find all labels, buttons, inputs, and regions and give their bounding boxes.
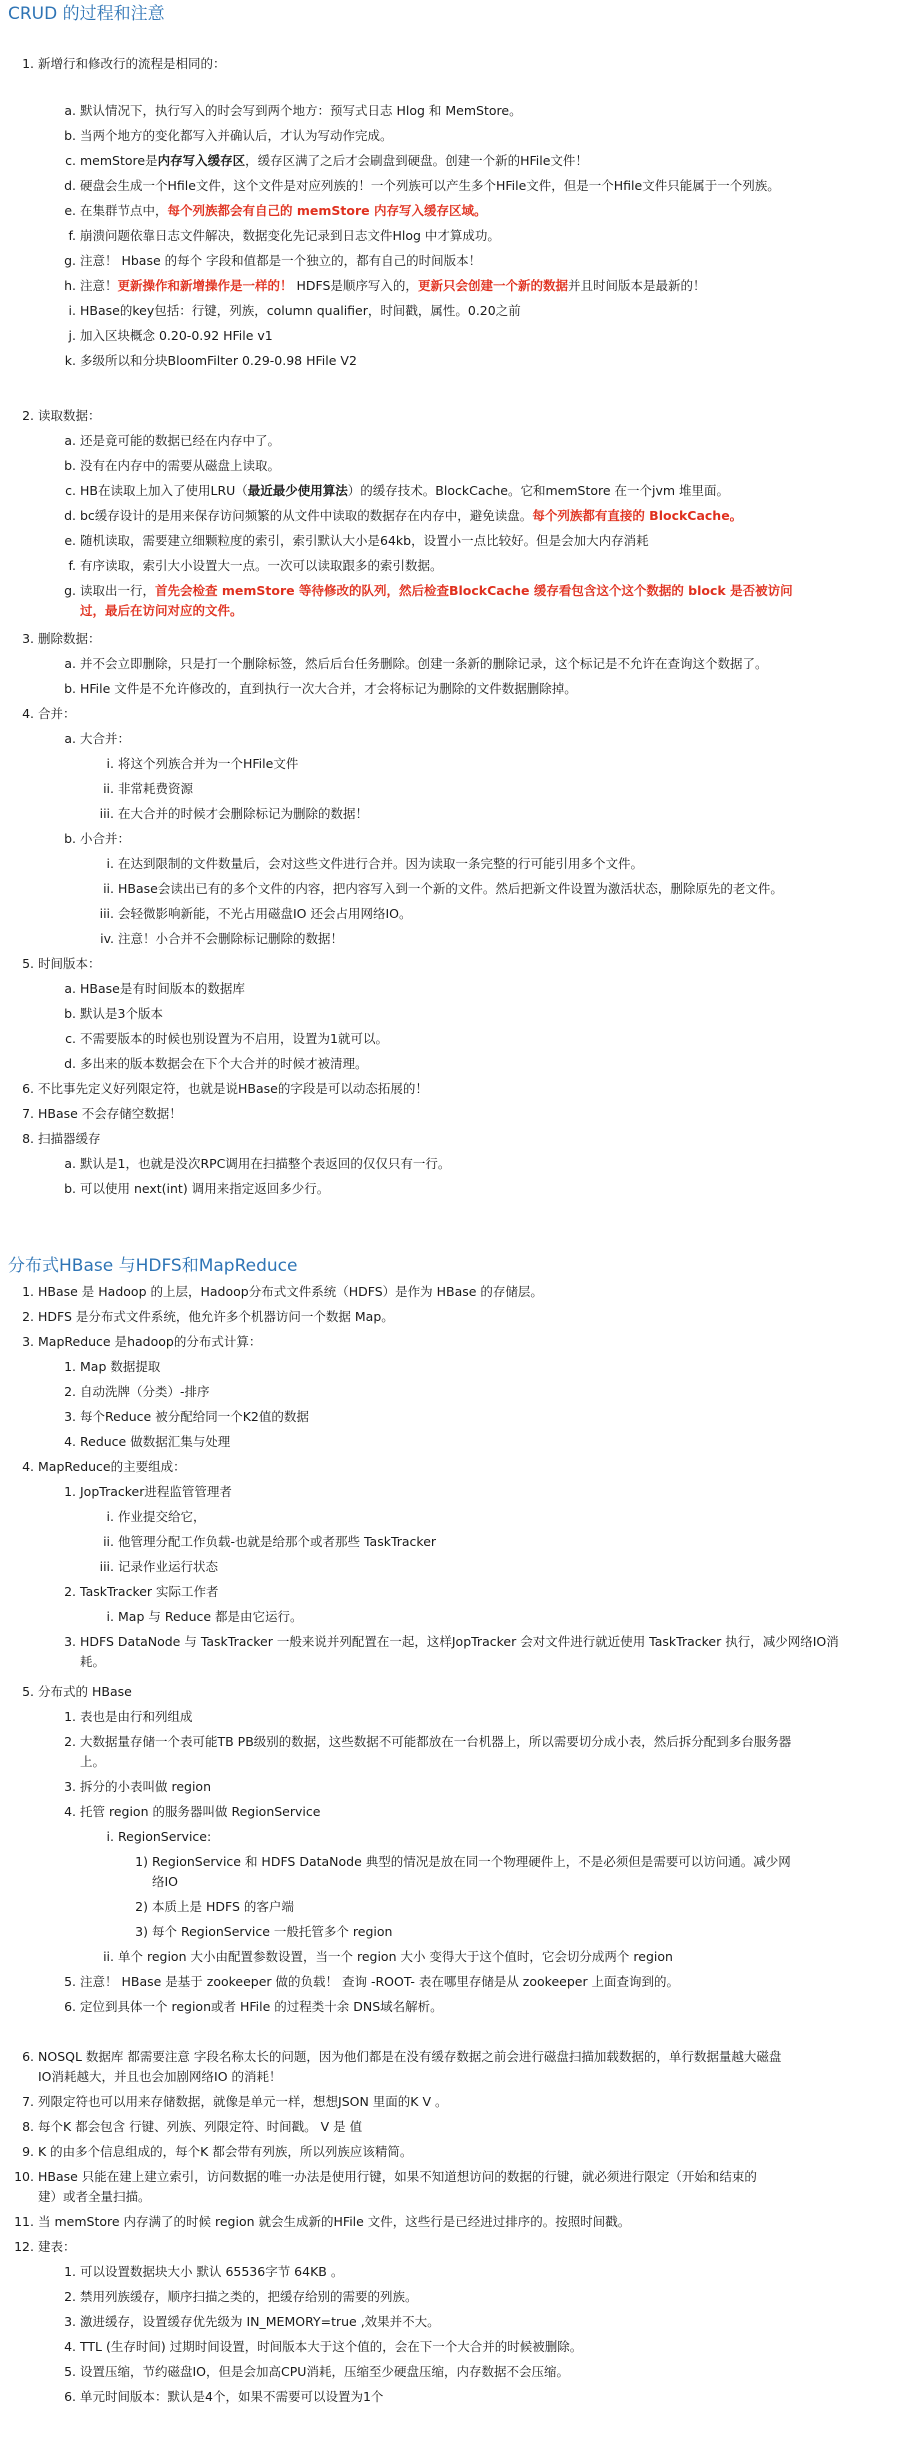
list-item: i. 将这个列族合并为一个HFile文件	[106, 756, 299, 771]
list-item: a. 还是竟可能的数据已经在内存中了。	[64, 433, 281, 448]
list-item: 3. 每个Reduce 被分配给同一个K2值的数据	[64, 1409, 309, 1424]
list-item-continued: 建）或者全量扫描。	[38, 2189, 151, 2204]
list-item: i. Map 与 Reduce 都是由它运行。	[106, 1609, 303, 1624]
list-item: 5. 设置压缩，节约磁盘IO，但是会加高CPU消耗，压缩至少硬盘压缩，内存数据不会压缩。	[64, 2364, 569, 2379]
list-item: 6. 定位到具体一个 region或者 HFile 的过程类十余 DNS域名解析。	[64, 1999, 443, 2014]
list-item: 4. 合并：	[22, 706, 76, 721]
list-item: f. 崩溃问题依靠日志文件解决，数据变化先记录到日志文件Hlog 中才算成功。	[68, 228, 500, 243]
list-item: 3. HDFS DataNode 与 TaskTracker 一般来说并列配置在一起，这样JopTracker 会对文件进行就近使用 TaskTracker 执行，减少网络IO消	[64, 1634, 839, 1649]
list-item: 2. HDFS 是分布式文件系统，他允许多个机器访问一个数据 Map。	[22, 1309, 394, 1324]
list-item: 1. 表也是由行和列组成	[64, 1709, 193, 1724]
list-item: 3) 每个 RegionService 一般托管多个 region	[135, 1924, 393, 1939]
list-item: ii. HBase会读出已有的多个文件的内容，把内容写入到一个新的文件。然后把新文件设置为激活状态，删除原先的老文件。	[103, 881, 783, 896]
list-item: iii. 记录作业运行状态	[99, 1559, 219, 1574]
list-item: k. 多级所以和分块BloomFilter 0.29-0.98 HFile V2	[64, 353, 357, 368]
list-item: 2) 本质上是 HDFS 的客户端	[135, 1899, 294, 1914]
list-item: 10. HBase 只能在建上建立索引，访问数据的唯一办法是使用行键，如果不知道想访问的数据的行键，就必须进行限定（开始和结束的	[14, 2169, 757, 2184]
list-item: d. bc缓存设计的是用来保存访问频繁的从文件中读取的数据存在内存中，避免读盘。每个列族都有直接的 BlockCache。	[64, 508, 743, 523]
list-item: 1. HBase 是 Hadoop 的上层，Hadoop分布式文件系统（HDFS）是作为 HBase 的存储层。	[22, 1284, 543, 1299]
list-item: a. 并不会立即删除，只是打一个删除标签，然后后台任务删除。创建一条新的删除记录，这个标记是不允许在查询这个数据了。	[64, 656, 768, 671]
list-item: c. HB在读取上加入了使用LRU（最近最少使用算法）的缓存技术。BlockCache。它和memStore 在一个jvm 堆里面。	[65, 483, 730, 498]
list-item: 2. TaskTracker 实际工作者	[64, 1584, 219, 1599]
list-item-continued: 耗。	[80, 1654, 106, 1669]
list-item: f. 有序读取，索引大小设置大一点。一次可以读取跟多的索引数据。	[68, 558, 443, 573]
list-item: 12. 建表：	[14, 2239, 76, 2254]
list-item: 6. 不比事先定义好列限定符，也就是说HBase的字段是可以动态拓展的！	[22, 1081, 428, 1096]
list-item: 1. JopTracker进程监管管理者	[64, 1484, 232, 1499]
list-item: iv. 注意！小合并不会删除标记删除的数据！	[100, 931, 344, 946]
list-item: 6. 单元时间版本：默认是4个，如果不需要可以设置为1个	[64, 2389, 384, 2404]
list-item: i. 在达到限制的文件数量后，会对这些文件进行合并。因为读取一条完整的行可能引用多个文件。	[106, 856, 644, 871]
list-item: 1. Map 数据提取	[64, 1359, 161, 1374]
list-item: 1. 可以设置数据块大小 默认 65536字节 64KB 。	[64, 2264, 344, 2279]
list-item: e. 在集群节点中，每个列族都会有自己的 memStore 内存写入缓存区域。	[64, 203, 487, 218]
list-item: g. 读取出一行，首先会检查 memStore 等待修改的队列，然后检查BlockCache 缓存看包含这个这个数据的 block 是否被访问	[64, 583, 793, 598]
list-item: 2. 自动洗牌（分类）-排序	[64, 1384, 210, 1399]
list-item: ii. 单个 region 大小由配置参数设置，当一个 region 大小 变得大于这个值时，它会切分成两个 region	[103, 1949, 673, 1964]
list-item-continued: IO消耗越大，并且也会加剧网络IO 的消耗！	[38, 2069, 282, 2084]
list-item: a. 默认情况下，执行写入的时会写到两个地方：预写式日志 Hlog 和 MemStore。	[64, 103, 522, 118]
list-item: 3. 删除数据：	[22, 631, 101, 646]
list-item: 4. MapReduce的主要组成：	[22, 1459, 186, 1474]
list-item: a. HBase是有时间版本的数据库	[64, 981, 245, 996]
list-item: i. RegionService:	[106, 1829, 212, 1844]
list-item: j. 加入区块概念 0.20-0.92 HFile v1	[68, 328, 273, 343]
list-item: ii. 他管理分配工作负载-也就是给那个或者那些 TaskTracker	[103, 1534, 437, 1549]
list-item-continued: 上。	[80, 1754, 106, 1769]
list-item: 8. 每个K 都会包含 行键、列族、列限定符、时间戳。 V 是 值	[22, 2119, 363, 2134]
list-item: 3. 拆分的小表叫做 region	[64, 1779, 212, 1794]
list-item: b. 没有在内存中的需要从磁盘上读取。	[64, 458, 281, 473]
list-item: 5. 时间版本：	[22, 956, 101, 971]
list-item: 4. TTL (生存时间) 过期时间设置，时间版本大于这个值的，会在下一个大合并的时候被删除。	[64, 2339, 583, 2354]
list-item: iii. 会轻微影响新能，不光占用磁盘IO 还会占用网络IO。	[99, 906, 412, 921]
list-item: 9. K 的由多个信息组成的，每个K 都会带有列族，所以列族应该精简。	[22, 2144, 413, 2159]
list-item-continued: 过，最后在访问对应的文件。	[80, 603, 243, 618]
list-item: 2. 读取数据：	[22, 408, 101, 423]
list-item: c. 不需要版本的时候也别设置为不启用，设置为1就可以。	[65, 1031, 388, 1046]
list-item: 4. 托管 region 的服务器叫做 RegionService	[64, 1804, 321, 1819]
list-item: i. HBase的key包括：行键，列族，column qualifier，时间戳，属性。0.20之前	[68, 303, 521, 318]
section-title-hbase-hdfs: 分布式HBase 与HDFS和MapReduce	[8, 1256, 298, 1276]
list-item: 8. 扫描器缓存	[22, 1131, 101, 1146]
list-item: d. 多出来的版本数据会在下个大合并的时候才被清理。	[64, 1056, 368, 1071]
list-item: b. 小合并：	[64, 831, 131, 846]
list-item: ii. 非常耗费资源	[103, 781, 194, 796]
list-item: iii. 在大合并的时候才会删除标记为删除的数据！	[99, 806, 369, 821]
list-item: 1. 新增行和修改行的流程是相同的：	[22, 56, 226, 71]
list-item: 6. NOSQL 数据库 都需要注意 字段名称太长的问题，因为他们都是在没有缓存数据之前会进行磁盘扫描加载数据的，单行数据量越大磁盘	[22, 2049, 782, 2064]
list-item: b. 当两个地方的变化都写入并确认后，才认为写动作完成。	[64, 128, 393, 143]
list-item: 1) RegionService 和 HDFS DataNode 典型的情况是放在同一个物理硬件上，不是必须但是需要可以访问通。减少网	[135, 1854, 791, 1869]
list-item-continued: 络IO	[152, 1874, 179, 1889]
list-item: e. 随机读取，需要建立细颗粒度的索引，索引默认大小是64kb，设置小一点比较好。但是会加大内存消耗	[64, 533, 649, 548]
list-item: 2. 禁用列族缓存，顺序扫描之类的，把缓存给别的需要的列族。	[64, 2289, 418, 2304]
list-item: 11. 当 memStore 内存满了的时候 region 就会生成新的HFile 文件，这些行是已经进过排序的。按照时间戳。	[14, 2214, 631, 2229]
list-item: a. 大合并：	[64, 731, 131, 746]
list-item: 7. HBase 不会存储空数据！	[22, 1106, 182, 1121]
list-item: c. memStore是内存写入缓存区，缓存区满了之后才会刷盘到硬盘。创建一个新的HFile文件！	[65, 153, 588, 168]
list-item: 4. Reduce 做数据汇集与处理	[64, 1434, 231, 1449]
list-item: b. HFile 文件是不允许修改的，直到执行一次大合并，才会将标记为删除的文件数据删除掉。	[64, 681, 577, 696]
list-item: 5. 注意！ HBase 是基于 zookeeper 做的负载！ 查询 -ROOT- 表在哪里存储是从 zookeeper 上面查询到的。	[64, 1974, 680, 1989]
list-item: a. 默认是1，也就是没次RPC调用在扫描整个表返回的仅仅只有一行。	[64, 1156, 451, 1171]
list-item: g. 注意！ Hbase 的每个 字段和值都是一个独立的，都有自己的时间版本！	[64, 253, 482, 268]
list-item: b. 默认是3个版本	[64, 1006, 163, 1021]
list-item: h. 注意！更新操作和新增操作是一样的！ HDFS是顺序写入的，更新只会创建一个新的数据并且时间版本是最新的！	[64, 278, 706, 293]
list-item: 5. 分布式的 HBase	[22, 1684, 132, 1699]
list-item: 7. 列限定符也可以用来存储数据，就像是单元一样，想想JSON 里面的K V 。	[22, 2094, 448, 2109]
list-item: b. 可以使用 next(int) 调用来指定返回多少行。	[64, 1181, 330, 1196]
list-item: 2. 大数据量存储一个表可能TB PB级别的数据，这些数据不可能都放在一台机器上，所以需要切分成小表，然后拆分配到多台服务器	[64, 1734, 792, 1749]
list-item: 3. 激进缓存，设置缓存优先级为 IN_MEMORY=true ,效果并不大。	[64, 2314, 440, 2329]
list-item: d. 硬盘会生成一个Hfile文件，这个文件是对应列族的！一个列族可以产生多个HFile文件，但是一个Hfile文件只能属于一个列族。	[64, 178, 780, 193]
list-item: 3. MapReduce 是hadoop的分布式计算：	[22, 1334, 262, 1349]
list-item: i. 作业提交给它，	[106, 1509, 206, 1524]
section-title-crud: CRUD 的过程和注意	[8, 4, 165, 24]
